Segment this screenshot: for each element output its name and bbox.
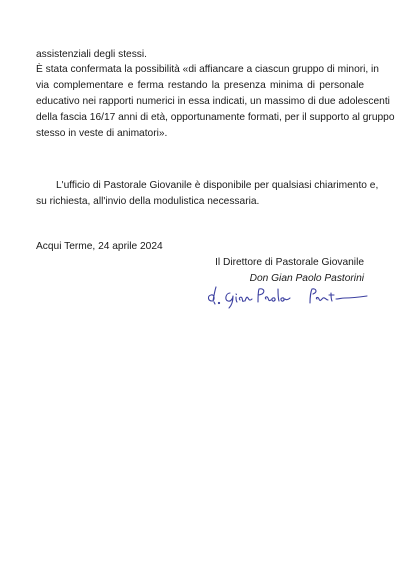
signatory-title: Il Direttore di Pastorale Giovanile xyxy=(215,257,364,268)
signatory-name: Don Gian Paolo Pastorini xyxy=(249,273,364,284)
paragraph-1-line: stesso in veste di animatori». xyxy=(36,128,168,139)
paragraph-2-line: L'ufficio di Pastorale Giovanile è disponibile per qualsiasi chiarimento e, xyxy=(56,180,379,191)
place-date: Acqui Terme, 24 aprile 2024 xyxy=(36,241,163,252)
paragraph-1 xyxy=(36,62,395,142)
opening-line: assistenziali degli stessi. xyxy=(36,49,147,60)
paragraph-1-line: educativo nei rapporti numerici in essa indicati, un massimo di due adolescenti xyxy=(36,96,390,107)
handwritten-signature xyxy=(200,283,370,311)
paragraph-1-line: della fascia 16/17 anni di età, opportunamente formati, per il supporto al gruppo xyxy=(36,112,395,123)
paragraph-1-line: È stata confermata la possibilità «di affiancare a ciascun gruppo di minori, in xyxy=(36,64,379,75)
paragraph-2 xyxy=(36,178,379,210)
paragraph-2-line: su richiesta, all'invio della modulistica necessaria. xyxy=(36,196,260,207)
paragraph-1-line: via complementare e ferma restando la presenza minima di personale xyxy=(36,80,364,91)
